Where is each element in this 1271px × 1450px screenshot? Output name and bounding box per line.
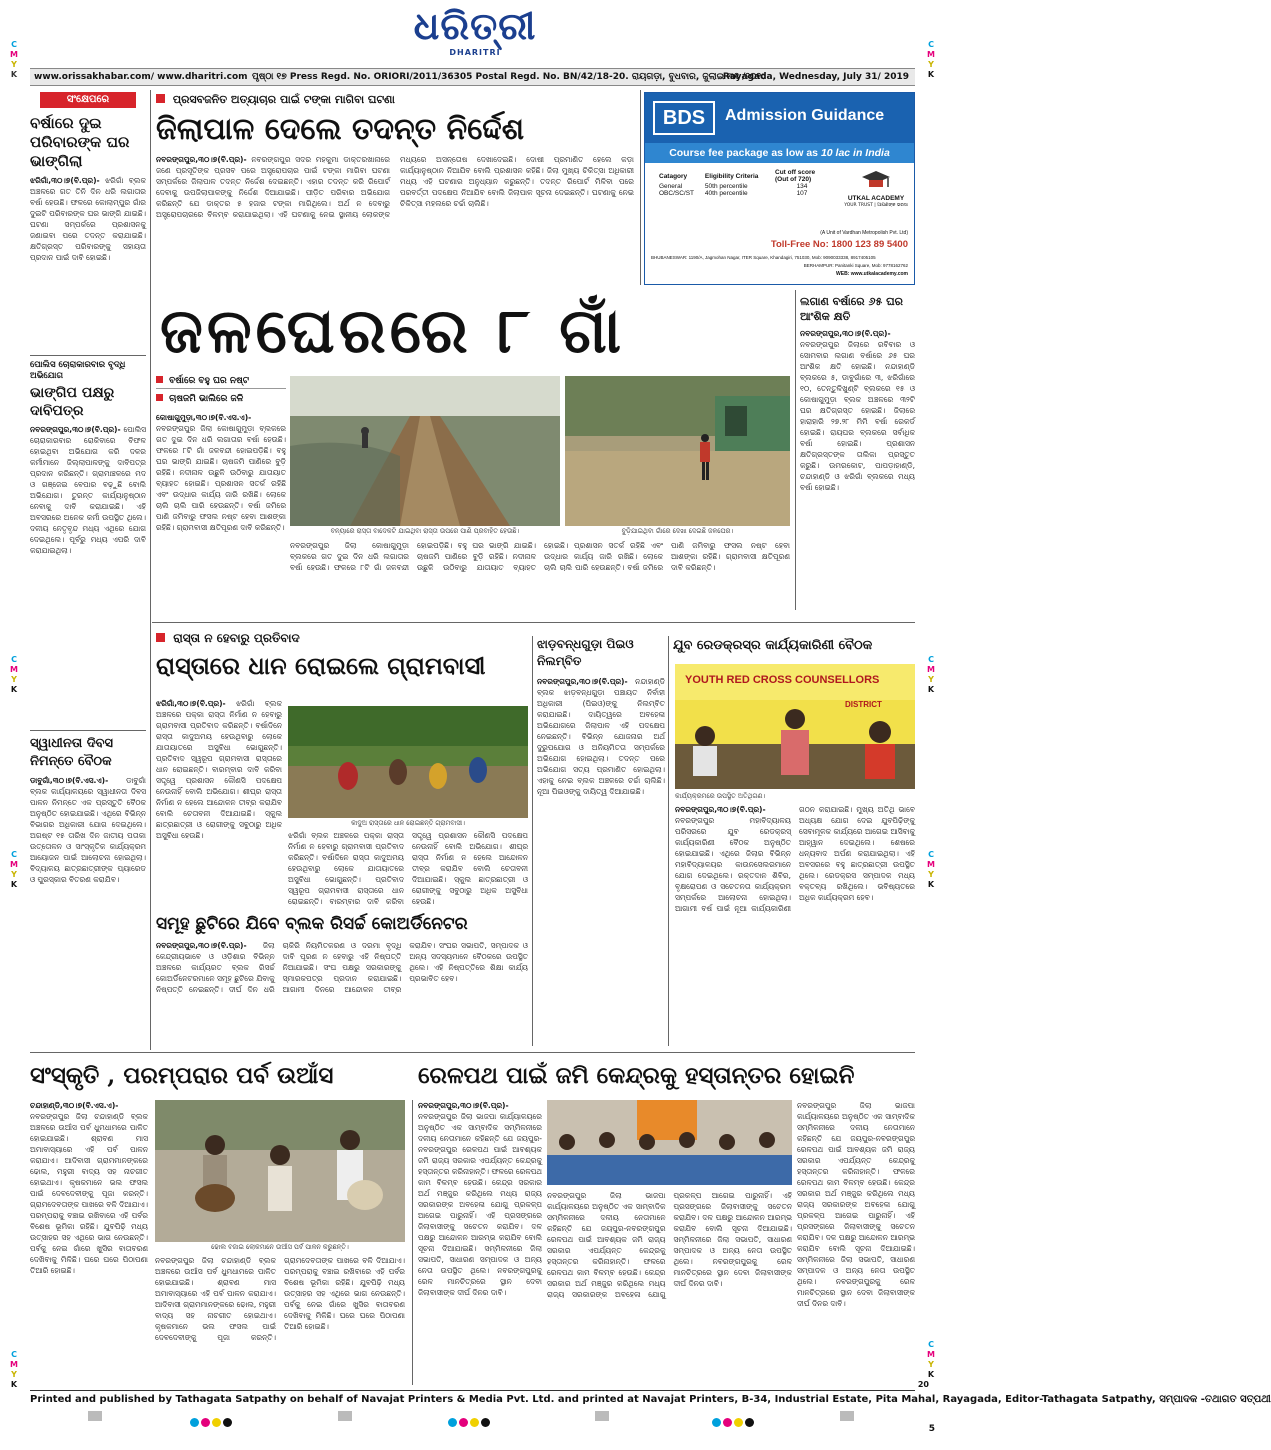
paddy-body-right (288, 830, 528, 908)
cmyk-y: Y (928, 60, 934, 69)
cmyk-c: C (11, 40, 17, 49)
cmyk-k: K (927, 880, 935, 889)
column-rule (640, 90, 641, 285)
brief-dateline-3: ଡାବୁଗାଁ,୩୦।୭(ବି.ଏସ.ଏ)- (30, 776, 109, 785)
paddy-kicker-text: ରାସ୍ତା ନ ହେବାରୁ ପ୍ରତିବାଦ (173, 631, 300, 645)
registration-info: ପୃଷ୍ଠା ୧୭ Press Regd. No. ORIORI/2011/36305 Postal Regd. No. BN/42/18-20. ରାୟଗଡ଼ା, ବୁଧବାର, ଜୁଲାଇ ୩୧ /୨୦୧୯ (252, 72, 766, 82)
lead-headline: ଜିଲାପାଳ ଦେଲେ ତଦନ୍ତ ନିର୍ଦ୍ଦେଶ (156, 112, 525, 147)
table-cell: 50th percentile (704, 183, 748, 190)
block-coordinator-text: ଜିଲା କେନ୍ଦ୍ରୀୟଭାବେ ଓ ଓଡ଼ିଶାର ବିଭିନ୍ନ ଅଞ୍ଚଳରେ କାର୍ଯ୍ୟରତ ବ୍ଲକ ରିସର୍ଚ୍ଚ କୋଅର୍ଡିନେଟରମାନେ ସମୂହ ଛୁଟିରେ ଯିବାକୁ ନିଷ୍ପତ୍ତି ନେଇଛନ୍ତି। ଦୀର୍ଘ ଦିନ ଧରି ଚାକିରି ନିୟମିତକରଣ ଓ ଦରମା ବୃଦ୍ଧି ଦାବି ପୂରଣ ନ ହେବାରୁ ଏହି ନିଷ୍ପତ୍ତି ନିଆଯାଇଛି। ସଂଘ ପକ୍ଷରୁ ସରକାରଙ୍କୁ ସ୍ମାରକପତ୍ର ପ୍ରଦାନ କରାଯାଇଛି। ଆଗାମୀ ଦିନରେ ଆନ୍ଦୋଳନ ତୀବ୍ର କରାଯିବ। ସଂଘର ସଭାପତି, ସମ୍ପାଦକ ଓ ଅନ୍ୟ ସଦସ୍ୟମାନେ ବୈଠକରେ ଉପସ୍ଥିତ ଥିଲେ। ଏହି ନିଷ୍ପତ୍ତିରେ ଶିକ୍ଷା କାର୍ଯ୍ୟ ପ୍ରଭାବିତ ହେବ। (156, 941, 528, 994)
cmyk-y: Y (11, 60, 17, 69)
cmyk-c: C (928, 850, 934, 859)
brief-headline-1: ବର୍ଷାରେ ଦୁଇ ପରିବାରଙ୍କ ଘର ଭାଙ୍ଗିଲା (30, 114, 130, 170)
flood-sub-1-text: ବର୍ଷାରେ ବହୁ ଘର ନଷ୍ଟ (169, 376, 249, 386)
block-coordinator-headline: ସମୂହ ଛୁଟିରେ ଯିବେ ବ୍ଲକ ରିସର୍ଚ୍ଚ କୋଅର୍ଡିନେଟର (156, 914, 468, 934)
paddy-kicker (156, 630, 528, 646)
railway-text: ନବରଙ୍ଗପୁର ଜିଲା ଭାଜପା କାର୍ଯ୍ୟାଳୟରେ ଅନୁଷ୍ଠିତ ଏକ ସାମ୍ବାଦିକ ସମ୍ମିଳନୀରେ ଦଳୀୟ ନେତାମାନେ କହିଛନ୍ତି ଯେ ଜୟପୁର-ନବରଙ୍ଗପୁର ରେଳପଥ ପାଇଁ ଆବଶ୍ୟକ ଜମି ରାଜ୍ୟ ସରକାର ଏପର୍ଯ୍ୟନ୍ତ କେନ୍ଦ୍ରକୁ ହସ୍ତାନ୍ତର କରିନାହାନ୍ତି। ଫଳରେ ରେଳପଥ କାମ ବିଳମ୍ବ ହେଉଛି। କେନ୍ଦ୍ର ସରକାର ଅର୍ଥ ମଞ୍ଜୁର କରିଥିଲେ ମଧ୍ୟ ରାଜ୍ୟ ସରକାରଙ୍କ ଅବହେଳା ଯୋଗୁ ପ୍ରକଳ୍ପ ଆଗେଇ ପାରୁନାହିଁ। ଏହି ପ୍ରସଙ୍ଗରେ ଜିଲାବାସୀଙ୍କୁ ସଚେତନ କରାଯିବ। ଦଳ ପକ୍ଷରୁ ଆନ୍ଦୋଳନ ଆରମ୍ଭ କରାଯିବ ବୋଲି ସୂଚନା ଦିଆଯାଇଛି। ସମ୍ମିଳନୀରେ ଜିଲା ସଭାପତି, ସାଧାରଣ ସମ୍ପାଦକ ଓ ଅନ୍ୟ ନେତା ଉପସ୍ଥିତ ଥିଲେ। ନବରଙ୍ଗପୁରକୁ ରେଳ ମାନଚିତ୍ରରେ ସ୍ଥାନ ଦେବା ଜିଲାବାସୀଙ୍କ ଦୀର୍ଘ ଦିନର ଦାବି। (418, 1112, 542, 1297)
registration-dots (712, 1412, 756, 1422)
cmyk-mark-left-mid (8, 655, 20, 695)
flood-sub-headlines (156, 374, 286, 406)
cmyk-y: Y (11, 1370, 17, 1379)
ad-address-2: BERHAMPUR: Panitanki Square, Mob: 9778162762 (803, 263, 908, 268)
column-rule (795, 290, 796, 610)
ad-web[interactable]: WEB: www.utkalacademy.com (836, 271, 908, 277)
table-header-cell: Cut off score (Out of 720) (775, 169, 816, 183)
culture-text-continued: ନବରଙ୍ଗପୁର ଜିଲା ଚନ୍ଦାହାଣ୍ଡି ବ୍ଲକ ଅଞ୍ଚଳରେ ଉଆଁସ ପର୍ବ ଧୁମଧାମରେ ପାଳିତ ହୋଇଯାଇଛି। ଶ୍ରାବଣ ମାସ ଅମାବାସ୍ୟାରେ ଏହି ପର୍ବ ପାଳନ କରାଯାଏ। ଆଦିବାସୀ ଗ୍ରାମମାନଙ୍କରେ ଢୋଲ, ମହୁରୀ ବାଦ୍ୟ ସହ ନାଚଗୀତ ହୋଇଥାଏ। କୃଷକମାନେ ଭଲ ଫସଲ ପାଇଁ ଦେବଦେବୀଙ୍କୁ ପୂଜା କରନ୍ତି। ଗ୍ରାମଦେବତାଙ୍କ ପାଖରେ ବଳି ଦିଆଯାଏ। ପରମ୍ପରାକୁ ବଞ୍ଚାଇ ରଖିବାରେ ଏହି ପର୍ବର ବିଶେଷ ଭୂମିକା ରହିଛି। ଯୁବପିଢ଼ି ମଧ୍ୟ ଉତ୍ସାହର ସହ ଏଥିରେ ଭାଗ ନେଉଛନ୍ତି। ପର୍ବକୁ ନେଇ ଗାଁରେ ଖୁସିର ବାତାବରଣ ଦେଖିବାକୁ ମିଳିଛି। ଘରେ ଘରେ ପିଠାପଣା ତିଆରି ହୋଇଛି। (155, 1256, 405, 1342)
paddy-body-left (156, 698, 282, 908)
page-number: 5 (928, 1424, 935, 1434)
railway-body-middle (547, 1190, 792, 1385)
ad-header (645, 93, 914, 143)
brief-kicker-2: ପୋଲିସ ଚୋରାକାରବାର ବୃଦ୍ଧି ଅଭିଯୋଗ (30, 360, 126, 381)
cmyk-mark-right-bottom (925, 1340, 937, 1380)
brief-text-1: ଝରିଗାଁ ବ୍ଲକ ଅଞ୍ଚଳରେ ଗତ ତିନି ଦିନ ଧରି ଲଗାତାର ବର୍ଷା ହେଉଛି। ଫଳରେ କୋଲାମ୍ପୁର ଗାଁର ଦୁଇଟି ପରିବାରଙ୍କ ଘର ଭାଙ୍ଗି ଯାଇଛି। ଘଟଣା ସମ୍ପର୍କରେ ପ୍ରଶାସନକୁ ଜଣାଇବା ପରେ ତଦନ୍ତ କରାଯାଇଛି। କ୍ଷତିଗ୍ରସ୍ତ ପରିବାରଙ୍କୁ ସହାୟତା ପ୍ରଦାନ ପାଇଁ ଦାବି ହୋଇଛି। (30, 176, 146, 262)
flood-sub-2-text: ଚାଷଜମି ଭାଲିରେ ଜଳି (169, 394, 244, 404)
cmyk-k: K (10, 880, 18, 889)
registration-dot (712, 1418, 721, 1427)
railway-body-left (418, 1100, 542, 1385)
folio-number: 20 (917, 1380, 929, 1389)
flood-photo-road-caption: ବନ୍ୟାରେ ରାସ୍ତା ବାଦେକଟି ଯାଇଥିବା ରାସ୍ତା ଉପରେ ପାଣି ପ୍ରବାହିତ ହେଉଛି। (330, 527, 520, 535)
registration-dot (223, 1418, 232, 1427)
cmyk-c: C (928, 1340, 934, 1349)
block-coordinator-story (156, 912, 528, 1047)
graduation-cap-icon (861, 169, 891, 191)
flood-sub-2 (156, 392, 286, 406)
culture-photo-caption: ଢୋଲ ବଜାଇ ଲୋକମାନେ ଉଆଁସ ପର୍ବ ପାଳନ କରୁଛନ୍ତି। (211, 1243, 349, 1251)
ad-eligibility-table (659, 169, 829, 197)
cmyk-mark-right-lower (925, 850, 937, 890)
red-cross-photo-caption: କାର୍ଯ୍ୟକ୍ରମରେ ଉପସ୍ଥିତ ଅତିଥିଗଣ। (675, 792, 766, 800)
ad-brand-block (839, 169, 913, 208)
table-header-row (659, 169, 829, 183)
website-link[interactable]: www.orissakhabar.com/ www.dharitri.com (34, 72, 248, 82)
paddy-photo (288, 706, 528, 818)
paddy-text: ଝରିଗାଁ ବ୍ଲକ ଅଞ୍ଚଳରେ ପକ୍କା ରାସ୍ତା ନିର୍ମାଣ ନ ହେବାରୁ ଗ୍ରାମବାସୀ ପ୍ରତିବାଦ କରିଛନ୍ତି। ବର୍ଷାଦିନେ ରାସ୍ତା କାଦୁଅମୟ ହେଉଥିବାରୁ ଲୋକେ ଯାତାୟାତରେ ଅସୁବିଧା ଭୋଗୁଛନ୍ତି। ପ୍ରତିବାଦ ସ୍ୱରୂପ ଗ୍ରାମବାସୀ ରାସ୍ତାରେ ଧାନ ରୋଇଛନ୍ତି। ବାରମ୍ବାର ଦାବି କରିବା ସତ୍ତ୍ୱେ ପ୍ରଶାସନ କୌଣସି ପଦକ୍ଷେପ ନେଉନାହିଁ ବୋଲି ଅଭିଯୋଗ। ଶୀଘ୍ର ରାସ୍ତା ନିର୍ମାଣ ନ ହେଲେ ଆନ୍ଦୋଳନ ତୀବ୍ର କରାଯିବ ବୋଲି ଚେତାବନୀ ଦିଆଯାଇଛି। ସ୍କୁଲ ଛାତ୍ରଛାତ୍ରୀ ଓ ରୋଗୀଙ୍କୁ ସବୁଠାରୁ ଅଧିକ ଅସୁବିଧା ହେଉଛି। (156, 699, 282, 840)
cmyk-mark-left-bottom (8, 1350, 20, 1390)
cmyk-c: C (928, 655, 934, 664)
registration-dot (459, 1418, 468, 1427)
cmyk-c: C (928, 40, 934, 49)
table-header-cell: Eligibility Criteria (704, 172, 759, 180)
pio-dateline: ନବରଙ୍ଗପୁର,୩୦।୭(ବି.ପ୍ର)- (537, 677, 628, 686)
cmyk-m: M (927, 665, 935, 674)
pio-body (537, 676, 665, 1046)
pio-text: ନନ୍ଦାହାଣ୍ଡି ବ୍ଲକ ଝାଡ଼ବନ୍ଧଗୁଡ଼ା ପଞ୍ଚାୟତ ନିର୍ବାହୀ ଅଧିକାରୀ (ପିଇଓ)ଙ୍କୁ ନିଲମ୍ବିତ କରାଯାଇଛି। ଦାୟିତ୍ୱରେ ଅବହେଳା ଅଭିଯୋଗରେ ଜିଲାପାଳ ଏହି ପଦକ୍ଷେପ ନେଇଛନ୍ତି। ବିଭିନ୍ନ ଯୋଜନାର ଅର୍ଥ ଦୁରୁପଯୋଗ ଓ ଅନିୟମିତତା ସମ୍ପର୍କରେ ଅଭିଯୋଗ ହୋଇଥିଲା। ତଦନ୍ତ ପରେ ଅଭିଯୋଗ ସତ୍ୟ ପ୍ରମାଣିତ ହୋଇଥିଲା। ଏହାକୁ ନେଇ ବ୍ଲକ ଅଞ୍ଚଳରେ ଚର୍ଚ୍ଚା ଚାଲିଛି। ନୂଆ ପିଇଓଙ୍କୁ ଦାୟିତ୍ୱ ଦିଆଯାଇଛି। (537, 677, 665, 796)
brief-text-2: ପୋଲିସ ଚୋରାକାରବାର ରୋକିବାରେ ବିଫଳ ହୋଇଥିବା ଅଭିଯୋଗ କରି ଦଳର କର୍ମୀମାନେ ଜିଲ୍ଲାପାଳଙ୍କୁ ଦାବିପତ୍ର ପ୍ରଦାନ କରିଛନ୍ତି। ଗ୍ରାମାଞ୍ଚଳରେ ମଦ ଓ ଗଞ୍ଜେଇ ବେପାର ବଢ଼ୁଛି ବୋଲି ଅଭିଯୋଗ। ତୁରନ୍ତ କାର୍ଯ୍ୟାନୁଷ୍ଠାନ ନେବାକୁ ଦାବି କରାଯାଇଛି। ଏହି ଅବସରରେ ଅନେକ କର୍ମୀ ଉପସ୍ଥିତ ଥିଲେ। ଦଳୀୟ ନେତୃବୃନ୍ଦ ମଧ୍ୟ ଏଥିରେ ଯୋଗ ଦେଇଥିଲେ। ପୂର୍ବରୁ ମଧ୍ୟ ଏପରି ଦାବି କରାଯାଇଥିଲା। (30, 425, 146, 555)
registration-dot (481, 1418, 490, 1427)
ad-fee-line (645, 143, 914, 163)
culture-body-left (30, 1100, 148, 1385)
brief-headline-3: ସ୍ୱାଧୀନତା ଦିବସ ନିମନ୍ତେ ବୈଠକ (30, 736, 113, 769)
cmyk-m: M (10, 1360, 18, 1369)
cmyk-m: M (10, 50, 18, 59)
red-cross-headline: ଯୁବ ରେଡକ୍ରସ୍‌ର କାର୍ଯ୍ୟକାରିଣୀ ବୈଠକ (673, 638, 873, 653)
section-divider (152, 622, 915, 623)
ad-address-1: BHUBANESWAR: 1190/A, Jagmohan Nagar, ITER Square, Khandagiri, 751030, Mob: 9090033338, 8917405105 (651, 255, 876, 260)
registration-dot (212, 1418, 221, 1427)
flood-body-continued (290, 540, 790, 620)
paddy-headline: ରାସ୍ତାରେ ଧାନ ରୋଇଲେ ଗ୍ରାମବାସୀ (156, 651, 486, 680)
table-cell: 40th percentile (704, 190, 748, 197)
paddy-text-continued: ଝରିଗାଁ ବ୍ଲକ ଅଞ୍ଚଳରେ ପକ୍କା ରାସ୍ତା ନିର୍ମାଣ ନ ହେବାରୁ ଗ୍ରାମବାସୀ ପ୍ରତିବାଦ କରିଛନ୍ତି। ବର୍ଷାଦିନେ ରାସ୍ତା କାଦୁଅମୟ ହେଉଥିବାରୁ ଲୋକେ ଯାତାୟାତରେ ଅସୁବିଧା ଭୋଗୁଛନ୍ତି। ପ୍ରତିବାଦ ସ୍ୱରୂପ ଗ୍ରାମବାସୀ ରାସ୍ତାରେ ଧାନ ରୋଇଛନ୍ତି। ବାରମ୍ବାର ଦାବି କରିବା ସତ୍ତ୍ୱେ ପ୍ରଶାସନ କୌଣସି ପଦକ୍ଷେପ ନେଉନାହିଁ ବୋଲି ଅଭିଯୋଗ। ଶୀଘ୍ର ରାସ୍ତା ନିର୍ମାଣ ନ ହେଲେ ଆନ୍ଦୋଳନ ତୀବ୍ର କରାଯିବ ବୋଲି ଚେତାବନୀ ଦିଆଯାଇଛି। ସ୍କୁଲ ଛାତ୍ରଛାତ୍ରୀ ଓ ରୋଗୀଙ୍କୁ ସବୁଠାରୁ ଅଧିକ ଅସୁବିଧା ହେଉଛି। (288, 831, 528, 906)
cmyk-k: K (10, 1380, 18, 1389)
right-flood-text: ନବରଙ୍ଗପୁର ଜିଲାରେ ରବିବାର ଓ ସୋମବାର ଲଗାଣ ବର୍ଷାରେ ୬୫ ଘର ଆଂଶିକ କ୍ଷତି ହୋଇଛି। ନନ୍ଦାହାଣ୍ଡି ବ୍ଲକରେ ୫, ଡାବୁଗାଁରେ ୩, ଝରିଗାଁରେ ୧୦, ତେନ୍ତୁଳିଖୁଣ୍ଟି ବ୍ଲକରେ ୧୫ ଓ କୋଷାଗୁମୁଡ଼ା ବ୍ଲକ ଅଞ୍ଚଳରେ ୩୨ଟି ଘର କ୍ଷତିଗ୍ରସ୍ତ ହୋଇଛି। ଜିଲାରେ ହାରାହାରି ୨୭.୨୮ ମିମି ବର୍ଷା ରେକର୍ଡ ହୋଇଛି। ରାୟଘର ବ୍ଲକରେ ସର୍ବାଧିକ ବର୍ଷା ହୋଇଛି। ପ୍ରଶାସନ କ୍ଷତିଗ୍ରସ୍ତଙ୍କ ତାଲିକା ପ୍ରସ୍ତୁତ କରୁଛି। ଉମରକୋଟ, ପାପଡ଼ାହାଣ୍ଡି, ଚନ୍ଦାହାଣ୍ଡି ଓ ଝରିଗାଁ ବ୍ଲକରେ ମଧ୍ୟ ବର୍ଷା ହୋଇଛି। (800, 340, 915, 492)
briefs-label: ସଂକ୍ଷେପରେ (40, 92, 136, 108)
bds-admission-ad[interactable] (644, 92, 915, 285)
table-row (659, 190, 829, 197)
lead-kicker-text: ପ୍ରସବଜନିତ ଅତ୍ୟାଚାର ପାଇଁ ଟଙ୍କା ମାଗିବା ଘଟଣା (172, 93, 395, 106)
cmyk-k: K (927, 70, 935, 79)
cmyk-m: M (10, 665, 18, 674)
flood-dateline: କୋଷାଗୁମୁଡ଼ା,୩୦।୭(ବି.ଏସ.ଏ)- (156, 413, 252, 422)
ad-brand-name: UTKAL ACADEMY (847, 195, 905, 202)
registration-dot (448, 1418, 457, 1427)
right-flood-headline: ଲଗାଣ ବର୍ଷାରେ ୬୫ ଘର ଆଂଶିକ କ୍ଷତି (800, 295, 903, 323)
paddy-dateline: ଝରିଗାଁ,୩୦।୭(ବି.ପ୍ର)- (156, 699, 226, 708)
ad-tollfree[interactable]: Toll-Free No: 1800 123 89 5400 (770, 239, 908, 250)
kicker-square-icon (156, 94, 165, 103)
table-cell: General (659, 183, 683, 190)
paddy-protest-story (156, 630, 528, 910)
cmyk-mark-left-lower (8, 850, 20, 890)
cmyk-k: K (10, 70, 18, 79)
cmyk-m: M (10, 860, 18, 869)
issue-dateline: Rayagada, Wednesday, July 31/ 2019 (722, 72, 909, 82)
cmyk-y: Y (928, 870, 934, 879)
railway-text-tail: ନବରଙ୍ଗପୁର ଜିଲା ଭାଜପା କାର୍ଯ୍ୟାଳୟରେ ଅନୁଷ୍ଠିତ ଏକ ସାମ୍ବାଦିକ ସମ୍ମିଳନୀରେ ଦଳୀୟ ନେତାମାନେ କହିଛନ୍ତି ଯେ ଜୟପୁର-ନବରଙ୍ଗପୁର ରେଳପଥ ପାଇଁ ଆବଶ୍ୟକ ଜମି ରାଜ୍ୟ ସରକାର ଏପର୍ଯ୍ୟନ୍ତ କେନ୍ଦ୍ରକୁ ହସ୍ତାନ୍ତର କରିନାହାନ୍ତି। ଫଳରେ ରେଳପଥ କାମ ବିଳମ୍ବ ହେଉଛି। କେନ୍ଦ୍ର ସରକାର ଅର୍ଥ ମଞ୍ଜୁର କରିଥିଲେ ମଧ୍ୟ ରାଜ୍ୟ ସରକାରଙ୍କ ଅବହେଳା ଯୋଗୁ ପ୍ରକଳ୍ପ ଆଗେଇ ପାରୁନାହିଁ। ଏହି ପ୍ରସଙ୍ଗରେ ଜିଲାବାସୀଙ୍କୁ ସଚେତନ କରାଯିବ। ଦଳ ପକ୍ଷରୁ ଆନ୍ଦୋଳନ ଆରମ୍ଭ କରାଯିବ ବୋଲି ସୂଚନା ଦିଆଯାଇଛି। ସମ୍ମିଳନୀରେ ଜିଲା ସଭାପତି, ସାଧାରଣ ସମ୍ପାଦକ ଓ ଅନ୍ୟ ନେତା ଉପସ୍ଥିତ ଥିଲେ। ନବରଙ୍ଗପୁରକୁ ରେଳ ମାନଚିତ୍ରରେ ସ୍ଥାନ ଦେବା ଜିଲାବାସୀଙ୍କ ଦୀର୍ଘ ଦିନର ଦାବି। (797, 1101, 915, 1308)
brief-headline-2: ଭାଙ୍ଗିପ ପକ୍ଷରୁ ଦାବିପତ୍ର (30, 385, 115, 419)
table-cell: 107 (796, 190, 808, 197)
brief-text-3: ଡାବୁଗାଁ ବ୍ଲକ କାର୍ଯ୍ୟାଳୟରେ ସ୍ୱାଧୀନତା ଦିବସ ପାଳନ ନିମନ୍ତେ ଏକ ପ୍ରସ୍ତୁତି ବୈଠକ ଅନୁଷ୍ଠିତ ହୋଇଯାଇଛି। ଏଥିରେ ବିଭିନ୍ନ ବିଭାଗର ଅଧିକାରୀ ଯୋଗ ଦେଇଥିଲେ। ଅଗଷ୍ଟ ୧୫ ତାରିଖ ଦିନ ଜାତୀୟ ପତାକା ଉତ୍ତୋଳନ ଓ ସାଂସ୍କୃତିକ କାର୍ଯ୍ୟକ୍ରମ ଆୟୋଜନ ପାଇଁ ଆଲୋଚନା ହୋଇଥିଲା। ବିଦ୍ୟାଳୟ ଛାତ୍ରଛାତ୍ରୀଙ୍କ ପ୍ୟାରେଡ ଓ ପୁରସ୍କାର ବିତରଣ କରାଯିବ। (30, 776, 146, 884)
cmyk-m: M (927, 860, 935, 869)
kicker-square-icon (156, 633, 165, 642)
cmyk-k: K (927, 1370, 935, 1379)
registration-dot (470, 1418, 479, 1427)
registration-dots (448, 1412, 492, 1422)
cmyk-y: Y (928, 1360, 934, 1369)
registration-bar (840, 1411, 854, 1421)
red-cross-story (673, 636, 915, 1046)
registration-bar (88, 1411, 102, 1421)
column-rule (412, 1100, 413, 1385)
cmyk-y: Y (11, 675, 17, 684)
paddy-photo-caption: କାଦୁଅ ରାସ୍ତାରେ ଧାନ ରୋଇଛନ୍ତି ଗ୍ରାମବାସୀ। (351, 819, 465, 827)
column-rule (668, 636, 669, 1046)
imprint-line (30, 1390, 1271, 1408)
right-flood-body (800, 328, 915, 618)
cmyk-c: C (11, 655, 17, 664)
ad-badge: BDS (653, 101, 715, 135)
brief-dateline-1: ଝରିଗାଁ,୩୦।୭(ବି.ପ୍ର)- (30, 176, 100, 185)
registration-bar (338, 1411, 352, 1421)
culture-headline: ସଂସ୍କୃତି , ପରମ୍ପରାର ପର୍ବ ଉଆଁସ (30, 1062, 334, 1089)
logo-subtitle: DHARITRI (449, 48, 501, 57)
flood-photo-road (290, 376, 560, 526)
cmyk-mark-right-mid (925, 655, 937, 695)
culture-photo (155, 1100, 405, 1242)
bullet-square-icon (156, 394, 163, 401)
red-cross-photo (675, 664, 915, 789)
brief-body-1 (30, 175, 146, 351)
table-cell: 134 (796, 183, 808, 190)
flood-headline: ଜଳଘେରରେ ୮ ଗାଁ (160, 294, 626, 367)
railway-text-continued: ନବରଙ୍ଗପୁର ଜିଲା ଭାଜପା କାର୍ଯ୍ୟାଳୟରେ ଅନୁଷ୍ଠିତ ଏକ ସାମ୍ବାଦିକ ସମ୍ମିଳନୀରେ ଦଳୀୟ ନେତାମାନେ କହିଛନ୍ତି ଯେ ଜୟପୁର-ନବରଙ୍ଗପୁର ରେଳପଥ ପାଇଁ ଆବଶ୍ୟକ ଜମି ରାଜ୍ୟ ସରକାର ଏପର୍ଯ୍ୟନ୍ତ କେନ୍ଦ୍ରକୁ ହସ୍ତାନ୍ତର କରିନାହାନ୍ତି। ଫଳରେ ରେଳପଥ କାମ ବିଳମ୍ବ ହେଉଛି। କେନ୍ଦ୍ର ସରକାର ଅର୍ଥ ମଞ୍ଜୁର କରିଥିଲେ ମଧ୍ୟ ରାଜ୍ୟ ସରକାରଙ୍କ ଅବହେଳା ଯୋଗୁ ପ୍ରକଳ୍ପ ଆଗେଇ ପାରୁନାହିଁ। ଏହି ପ୍ରସଙ୍ଗରେ ଜିଲାବାସୀଙ୍କୁ ସଚେତନ କରାଯିବ। ଦଳ ପକ୍ଷରୁ ଆନ୍ଦୋଳନ ଆରମ୍ଭ କରାଯିବ ବୋଲି ସୂଚନା ଦିଆଯାଇଛି। ସମ୍ମିଳନୀରେ ଜିଲା ସଭାପତି, ସାଧାରଣ ସମ୍ପାଦକ ଓ ଅନ୍ୟ ନେତା ଉପସ୍ଥିତ ଥିଲେ। ନବରଙ୍ଗପୁରକୁ ରେଳ ମାନଚିତ୍ରରେ ସ୍ଥାନ ଦେବା ଜିଲାବାସୀଙ୍କ ଦୀର୍ଘ ଦିନର ଦାବି। (547, 1191, 792, 1299)
cmyk-c: C (11, 850, 17, 859)
brief-dateline-2: ନବରଙ୍ଗପୁର,୩୦।୭(ବି.ପ୍ର)- (30, 425, 121, 434)
ad-title: Admission Guidance (725, 107, 885, 124)
registration-dot (734, 1418, 743, 1427)
bullet-square-icon (156, 376, 163, 383)
info-bar (30, 68, 915, 86)
red-cross-banner-text: YOUTH RED CROSS COUNSELLORS (685, 674, 880, 686)
registration-dot (723, 1418, 732, 1427)
flood-body (156, 412, 286, 622)
cmyk-y: Y (11, 870, 17, 879)
block-coordinator-body (156, 940, 528, 1042)
flood-text: ନବରଙ୍ଗପୁର ଜିଲା କୋଷାଗୁମୁଡ଼ା ବ୍ଲକରେ ଗତ ଦୁଇ ଦିନ ଧରି ଲଗାତାର ବର୍ଷା ହେଉଛି। ଫଳରେ ୮ଟି ଗାଁ ଜଳବନ୍ଦୀ ହୋଇପଡ଼ିଛି। ବହୁ ଘର ଭାଙ୍ଗି ଯାଇଛି। ଚାଷଜମି ପାଣିରେ ବୁଡ଼ି ରହିଛି। ନଦୀନାଳ ଉଛୁଳି ଉଠିବାରୁ ଯାତାୟାତ ବ୍ୟାହତ ହୋଇଛି। ପ୍ରଶାସନ ସତର୍କ ରହିଛି ଏବଂ ଉଦ୍ଧାର କାର୍ଯ୍ୟ ଜାରି ରଖିଛି। ଲୋକେ ଚାଲି ଚାଲି ପାରି ହେଉଛନ୍ତି। ବର୍ଷା ଜମିରେ ପାଣି ଜମିବାରୁ ଫସଲ ନଷ୍ଟ ହେବା ଆଶଙ୍କା ରହିଛି। ଗ୍ରାମବାସୀ କ୍ଷତିପୂରଣ ଦାବି କରିଛନ୍ତି। (156, 424, 286, 532)
cmyk-m: M (927, 50, 935, 59)
brief-body-3 (30, 775, 146, 1065)
logo-title: ଧରିତ୍ରୀ (413, 3, 537, 48)
masthead (0, 0, 945, 66)
ad-brand-note: (A Unit of Vardhan Metropolish Pvt. Ltd) (820, 230, 908, 236)
registration-bar (595, 1411, 609, 1421)
column-rule (532, 636, 533, 1046)
right-flood-story (800, 294, 915, 619)
cmyk-m: M (927, 1350, 935, 1359)
flood-photo-village (565, 376, 790, 526)
imprint-text: Printed and published by Tathagata Satpathy on behalf of Navajat Printers & Media Pvt. Ltd. and printed at Navajat Printers, B-34, Industrial Estate, Pita Mahal, Rayagada, Editor-Tathagata Satpathy, ସମ୍ପାଦକ -ତଥାଗତ ସତ୍ପଥୀ (30, 1394, 1271, 1405)
railway-headline: ରେଳପଥ ପାଇଁ ଜମି କେନ୍ଦ୍ରକୁ ହସ୍ତାନ୍ତର ହୋଇନି (418, 1062, 855, 1089)
registration-dot (201, 1418, 210, 1427)
registration-dot (190, 1418, 199, 1427)
block-coordinator-dateline: ନବରଙ୍ଗପୁର,୩୦।୭(ବି.ପ୍ର)- (156, 941, 247, 950)
table-row (659, 183, 829, 190)
table-header-cell: Catagory (659, 172, 688, 180)
ad-fee-highlight: 10 lac in India (820, 147, 890, 159)
red-cross-body (675, 804, 915, 1044)
cmyk-k: K (927, 685, 935, 694)
table-cell: OBC/SC/ST (659, 190, 695, 197)
culture-text: ନବରଙ୍ଗପୁର ଜିଲା ଚନ୍ଦାହାଣ୍ଡି ବ୍ଲକ ଅଞ୍ଚଳରେ ଉଆଁସ ପର୍ବ ଧୁମଧାମରେ ପାଳିତ ହୋଇଯାଇଛି। ଶ୍ରାବଣ ମାସ ଅମାବାସ୍ୟାରେ ଏହି ପର୍ବ ପାଳନ କରାଯାଏ। ଆଦିବାସୀ ଗ୍ରାମମାନଙ୍କରେ ଢୋଲ, ମହୁରୀ ବାଦ୍ୟ ସହ ନାଚଗୀତ ହୋଇଥାଏ। କୃଷକମାନେ ଭଲ ଫସଲ ପାଇଁ ଦେବଦେବୀଙ୍କୁ ପୂଜା କରନ୍ତି। ଗ୍ରାମଦେବତାଙ୍କ ପାଖରେ ବଳି ଦିଆଯାଏ। ପରମ୍ପରାକୁ ବଞ୍ଚାଇ ରଖିବାରେ ଏହି ପର୍ବର ବିଶେଷ ଭୂମିକା ରହିଛି। ଯୁବପିଢ଼ି ମଧ୍ୟ ଉତ୍ସାହର ସହ ଏଥିରେ ଭାଗ ନେଉଛନ୍ତି। ପର୍ବକୁ ନେଇ ଗାଁରେ ଖୁସିର ବାତାବରଣ ଦେଖିବାକୁ ମିଳିଛି। ଘରେ ଘରେ ପିଠାପଣା ତିଆରି ହୋଇଛି। (30, 1112, 148, 1275)
culture-body-right (155, 1255, 405, 1385)
cmyk-y: Y (928, 675, 934, 684)
ad-brand-tag: YOUR TRUST | ଆପଣଙ୍କ ଭରସା (844, 203, 908, 208)
section-divider (30, 1052, 915, 1053)
red-cross-dateline: ନବରଙ୍ଗପୁର,୩୦।୭(ବି.ପ୍ର)- (675, 805, 766, 814)
lead-body (156, 154, 634, 279)
registration-dots (190, 1412, 234, 1422)
column-rule (150, 90, 151, 1050)
flood-sub-1 (156, 374, 286, 389)
ad-fee-prefix: Course fee package as low as (669, 147, 821, 159)
lead-story-top (156, 92, 634, 287)
cmyk-k: K (10, 685, 18, 694)
railway-body-right (797, 1100, 915, 1385)
red-cross-banner-text-2: DISTRICT (845, 700, 882, 709)
newspaper-logo (390, 4, 560, 60)
lead-text: ନବରଙ୍ଗପୁର ସଦର ମହକୁମା ଡାକ୍ତରଖାନାରେ ଜଣେ ପ୍ରସୂତିଙ୍କ ପ୍ରସବ ପରେ ଅସ୍ତ୍ରୋପଚାର ପାଇଁ ଟଙ୍କା ମାଗିବା ଘଟଣା ସମ୍ପର୍କରେ ଜିଲାପାଳ ତଦନ୍ତ ନିର୍ଦ୍ଦେଶ ଦେଇଛନ୍ତି। ଏହାର ତଦନ୍ତ କରି ରିପୋର୍ଟ ଦେବାକୁ ଉପଜିଲାପାଳଙ୍କୁ ନିର୍ଦ୍ଦେଶ ଦିଆଯାଇଛି। ପୀଡ଼ିତ ପରିବାର ଅଭିଯୋଗ କରିଛନ୍ତି ଯେ ଡାକ୍ତର ୫ ହଜାର ଟଙ୍କା ମାଗିଥିଲେ। ଅର୍ଥ ନ ଦେବାରୁ ଅସ୍ତ୍ରୋପଚାରରେ ବିଳମ୍ବ କରାଯାଇଥିଲା। ଏହି ଘଟଣାକୁ ନେଇ ସ୍ଥାନୀୟ ଲୋକଙ୍କ ମଧ୍ୟରେ ଅସନ୍ତୋଷ ଦେଖାଦେଇଛି। ଦୋଷୀ ପ୍ରମାଣିତ ହେଲେ କଡ଼ା କାର୍ଯ୍ୟାନୁଷ୍ଠାନ ନିଆଯିବ ବୋଲି ପ୍ରଶାସନ କହିଛି। ଜିଲା ମୁଖ୍ୟ ଚିକିତ୍ସା ଅଧିକାରୀ ମଧ୍ୟ ଏହି ଘଟଣାର ଅନୁଧ୍ୟାନ କରୁଛନ୍ତି। ତଦନ୍ତ ରିପୋର୍ଟ ମିଳିବା ପରେ ପରବର୍ତ୍ତୀ ପଦକ୍ଷେପ ନିଆଯିବ ବୋଲି ଜିଲାପାଳ ସୂଚନା ଦେଇଛନ୍ତି। ଘଟଣାକୁ ନେଇ ଚିକିତ୍ସା ମହଲରେ ଚର୍ଚ୍ଚା ଚାଲିଛି। (156, 155, 634, 219)
lead-kicker (156, 92, 634, 108)
right-flood-dateline: ନବରଙ୍ଗପୁର,୩୦।୭(ବି.ପ୍ର)- (800, 329, 891, 338)
pio-headline: ଝାଡ଼ବନ୍ଧଗୁଡ଼ା ପିଇଓ ନିଲମ୍ବିତ (537, 637, 634, 668)
flood-text-continued: ନବରଙ୍ଗପୁର ଜିଲା କୋଷାଗୁମୁଡ଼ା ବ୍ଲକରେ ଗତ ଦୁଇ ଦିନ ଧରି ଲଗାତାର ବର୍ଷା ହେଉଛି। ଫଳରେ ୮ଟି ଗାଁ ଜଳବନ୍ଦୀ ହୋଇପଡ଼ିଛି। ବହୁ ଘର ଭାଙ୍ଗି ଯାଇଛି। ଚାଷଜମି ପାଣିରେ ବୁଡ଼ି ରହିଛି। ନଦୀନାଳ ଉଛୁଳି ଉଠିବାରୁ ଯାତାୟାତ ବ୍ୟାହତ ହୋଇଛି। ପ୍ରଶାସନ ସତର୍କ ରହିଛି ଏବଂ ଉଦ୍ଧାର କାର୍ଯ୍ୟ ଜାରି ରଖିଛି। ଲୋକେ ଚାଲି ଚାଲି ପାରି ହେଉଛନ୍ତି। ବର୍ଷା ଜମିରେ ପାଣି ଜମିବାରୁ ଫସଲ ନଷ୍ଟ ହେବା ଆଶଙ୍କା ରହିଛି। ଗ୍ରାମବାସୀ କ୍ଷତିପୂରଣ ଦାବି କରିଛନ୍ତି। (290, 541, 790, 572)
brief-body-2 (30, 424, 146, 724)
registration-dot (745, 1418, 754, 1427)
red-cross-text: ନବରଙ୍ଗପୁର ମହାବିଦ୍ୟାଳୟ ପରିସରରେ ଯୁବ ରେଡକ୍ରସ୍ କାର୍ଯ୍ୟକାରିଣୀ ବୈଠକ ଅନୁଷ୍ଠିତ ହୋଇଯାଇଛି। ଏଥିରେ ଜିଲାର ବିଭିନ୍ନ ମହାବିଦ୍ୟାଳୟର କାଉନସେଲରମାନେ ଯୋଗ ଦେଇଥିଲେ। ରକ୍ତଦାନ ଶିବିର, ବୃକ୍ଷରୋପଣ ଓ ସଚେତନତା କାର୍ଯ୍ୟକ୍ରମ ସମ୍ପର୍କରେ ଆଲୋଚନା ହୋଇଥିଲା। ଆଗାମୀ ବର୍ଷ ପାଇଁ ନୂଆ କାର୍ଯ୍ୟକାରିଣୀ ଗଠନ କରାଯାଇଛି। ମୁଖ୍ୟ ଅତିଥି ଭାବେ ଅଧ୍ୟକ୍ଷ ଯୋଗ ଦେଇ ଯୁବପିଢ଼ିଙ୍କୁ ସେବାମୂଳକ କାର୍ଯ୍ୟରେ ଆଗେଇ ଆସିବାକୁ ଆହ୍ୱାନ ଦେଇଥିଲେ। ଶେଷରେ ଧନ୍ୟବାଦ ଅର୍ପଣ କରାଯାଇଥିଲା। ଏହି ଅବସରରେ ବହୁ ଛାତ୍ରଛାତ୍ରୀ ଉପସ୍ଥିତ ଥିଲେ। ରେଡକ୍ରସ ସମ୍ପାଦକ ମଧ୍ୟ ବକ୍ତବ୍ୟ ରଖିଥିଲେ। ଭବିଷ୍ୟତରେ ଅଧିକ କାର୍ଯ୍ୟକ୍ରମ ହେବ। (675, 805, 915, 913)
pio-story (537, 636, 665, 1046)
culture-dateline: ଚନ୍ଦାହାଣ୍ଡି,୩୦।୭(ବି.ଏସ.ଏ)- (30, 1101, 119, 1110)
flood-photo-village-caption: ବୁଡ଼ିଯାଇଥିବା ଗାଁରେ ଦେଖା ଦେଇଛି ଜଳଘେର। (621, 527, 734, 535)
lead-dateline: ନବରଙ୍ଗପୁର,୩୦।୭(ବି.ପ୍ର)- (156, 155, 247, 164)
railway-press-photo (547, 1100, 792, 1185)
railway-dateline: ନବରଙ୍ଗପୁର,୩୦।୭(ବି.ପ୍ର)- (418, 1101, 509, 1110)
sidebar-briefs (30, 92, 146, 1047)
cmyk-c: C (11, 1350, 17, 1359)
